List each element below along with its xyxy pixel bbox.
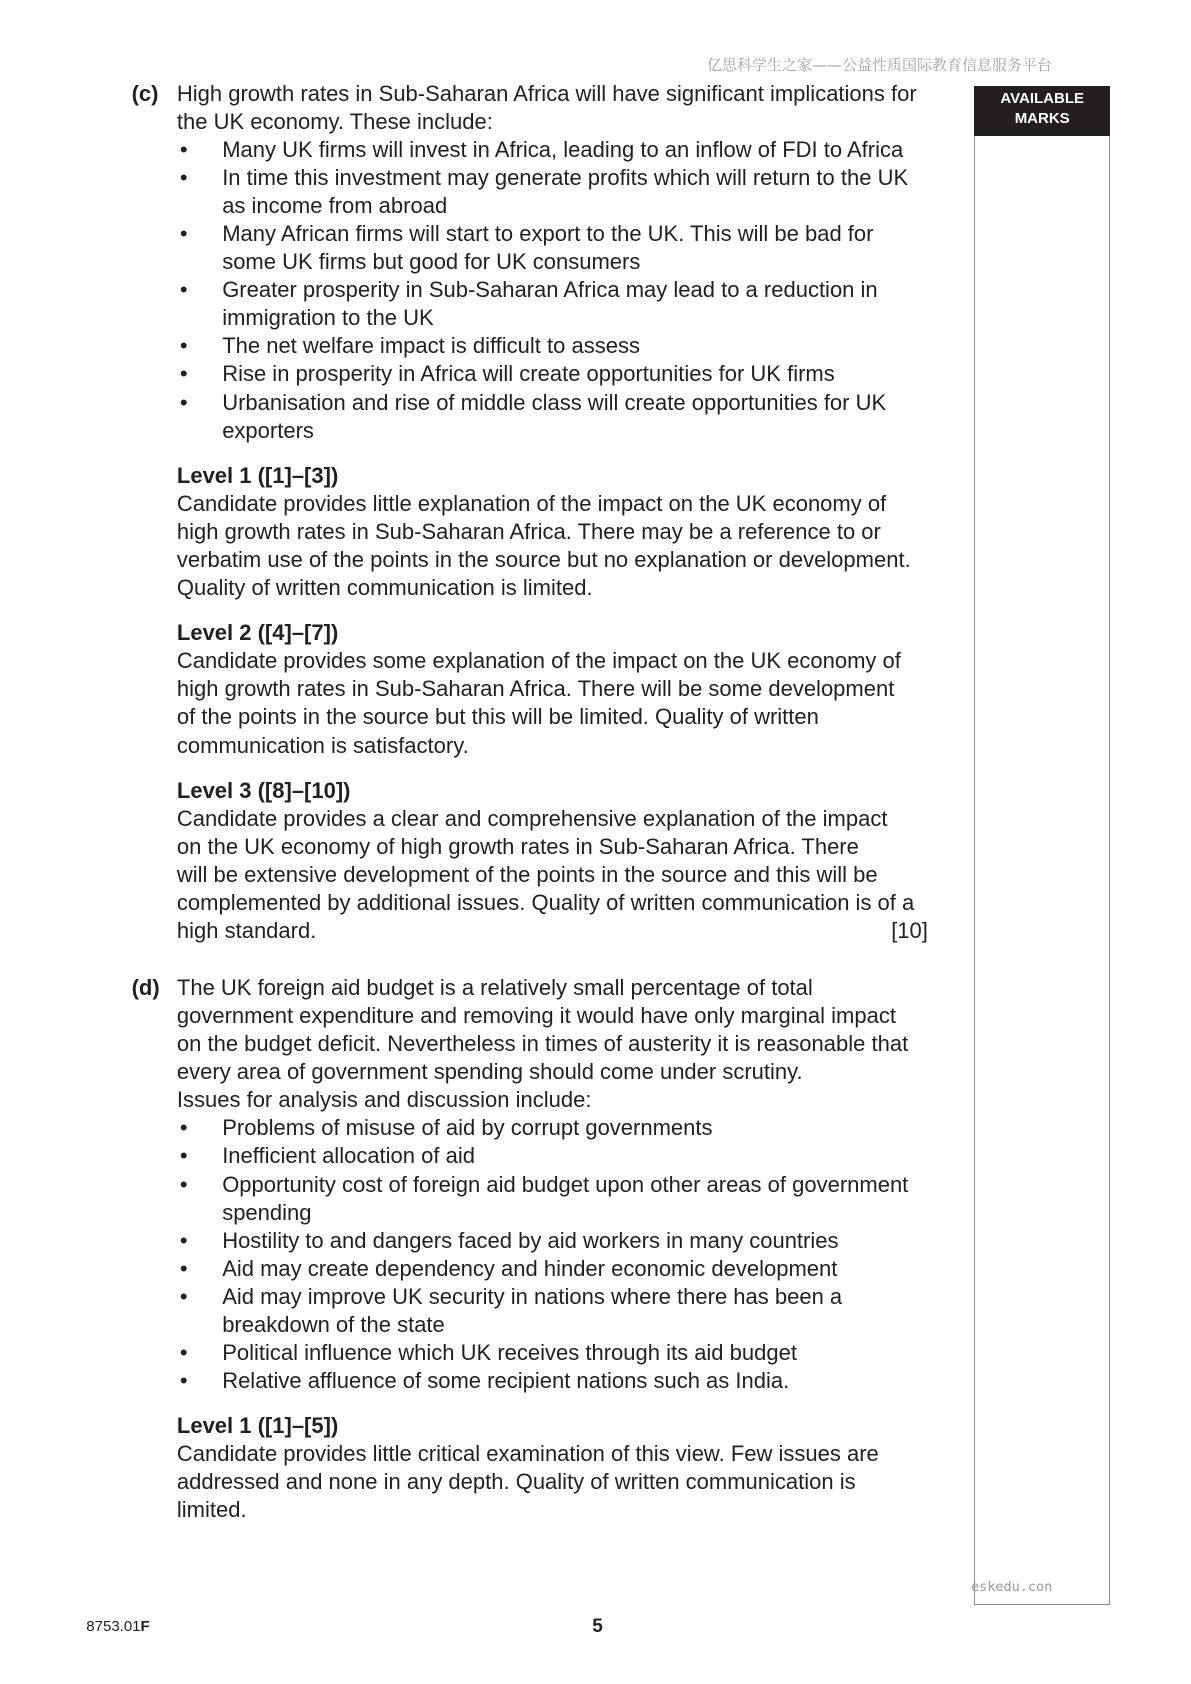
list-item bbox=[177, 220, 928, 276]
list-item-text: Problems of misuse of aid by corrupt governments bbox=[222, 1115, 713, 1141]
available-marks-header bbox=[974, 86, 1110, 136]
bullet-marker: • bbox=[179, 333, 188, 359]
level-heading: Level 2 ([4]–[7]) bbox=[176, 620, 339, 646]
level-descriptor bbox=[177, 1412, 928, 1524]
bullet-marker: • bbox=[179, 1143, 188, 1169]
section-c-body bbox=[177, 80, 928, 945]
section-d-intro-line: on the budget deficit. Nevertheless in times of austerity it is reasonable that bbox=[176, 1031, 909, 1057]
list-item bbox=[177, 1283, 928, 1339]
level-descriptor bbox=[177, 619, 928, 759]
paper-code bbox=[86, 1618, 149, 1636]
list-item bbox=[177, 136, 928, 164]
list-item-text: Urbanisation and rise of middle class will create opportunities for UK bbox=[222, 389, 887, 415]
bullet-marker: • bbox=[179, 277, 188, 303]
list-item bbox=[177, 1255, 928, 1283]
paper-code-number: 8753.01 bbox=[86, 1617, 141, 1635]
list-item bbox=[177, 389, 928, 445]
level-text-line: complemented by additional issues. Quality of written communication is of a bbox=[176, 890, 915, 916]
level-descriptor bbox=[177, 462, 928, 602]
bullet-marker: • bbox=[179, 1255, 188, 1281]
list-item-text: exporters bbox=[222, 417, 314, 443]
bullet-marker: • bbox=[179, 137, 188, 163]
section-d bbox=[132, 974, 932, 1524]
level-descriptor bbox=[177, 777, 928, 945]
bullet-marker: • bbox=[179, 1227, 188, 1253]
list-item-text: Opportunity cost of foreign aid budget upon other areas of government bbox=[222, 1171, 909, 1197]
list-item-text: Many African firms will start to export to the UK. This will be bad for bbox=[222, 221, 874, 247]
bullet-marker: • bbox=[179, 1367, 188, 1393]
available-marks-column bbox=[974, 86, 1110, 1605]
bullet-marker: • bbox=[179, 165, 188, 191]
list-item-text: Relative affluence of some recipient nations such as India. bbox=[222, 1367, 790, 1393]
bullet-marker: • bbox=[179, 1115, 188, 1141]
total-marks: [10] bbox=[891, 918, 928, 944]
bullet-marker: • bbox=[179, 1283, 188, 1309]
list-item-text: immigration to the UK bbox=[222, 305, 434, 331]
bullet-marker: • bbox=[179, 389, 188, 415]
available-marks-header-line-1: AVAILABLE bbox=[1000, 90, 1084, 108]
level-heading: Level 1 ([1]–[5]) bbox=[176, 1413, 339, 1439]
level-text-line: verbatim use of the points in the source but no explanation or development. bbox=[176, 547, 911, 572]
level-text-line: on the UK economy of high growth rates in Sub-Saharan Africa. There bbox=[176, 833, 859, 859]
section-c-intro-line: High growth rates in Sub-Saharan Africa will have significant implications for bbox=[176, 81, 917, 106]
list-item bbox=[177, 332, 928, 360]
bullet-marker: • bbox=[179, 221, 188, 247]
list-item bbox=[177, 164, 928, 220]
level-heading: Level 3 ([8]–[10]) bbox=[176, 777, 351, 803]
paper-code-suffix: F bbox=[140, 1617, 150, 1635]
level-text-line: will be extensive development of the points in the source and this will be bbox=[176, 861, 878, 887]
list-item-text: Greater prosperity in Sub-Saharan Africa may lead to a reduction in bbox=[222, 277, 878, 303]
section-c-label: (c) bbox=[131, 81, 159, 106]
header-watermark: 亿思科学生之家——公益性质国际教育信息服务平台 bbox=[706, 55, 1052, 74]
level-text-line: high standard. bbox=[176, 918, 317, 944]
list-item-text: Inefficient allocation of aid bbox=[222, 1143, 475, 1169]
list-item-text: some UK firms but good for UK consumers bbox=[222, 249, 641, 275]
list-item-text: breakdown of the state bbox=[222, 1311, 445, 1337]
page-number: 5 bbox=[592, 1615, 603, 1637]
level-text-line: Candidate provides a clear and comprehensive explanation of the impact bbox=[176, 805, 888, 831]
footer-watermark: eskedu.con bbox=[971, 1579, 1053, 1595]
list-item-text: as income from abroad bbox=[222, 193, 448, 219]
level-text-line: Candidate provides little explanation of the impact on the UK economy of bbox=[176, 490, 887, 516]
section-d-intro-line: government expenditure and removing it would have only marginal impact bbox=[176, 1003, 896, 1029]
level-text-line: of the points in the source but this will be limited. Quality of written bbox=[176, 704, 819, 730]
list-item-text: Many UK firms will invest in Africa, leading to an inflow of FDI to Africa bbox=[222, 137, 904, 163]
list-item bbox=[177, 1367, 928, 1395]
list-item bbox=[177, 276, 928, 332]
list-item-text: The net welfare impact is difficult to assess bbox=[222, 333, 640, 359]
level-last-line bbox=[177, 917, 928, 945]
list-item-text: Rise in prosperity in Africa will create opportunities for UK firms bbox=[222, 361, 835, 387]
list-item bbox=[177, 1142, 928, 1170]
list-item-text: spending bbox=[222, 1199, 312, 1225]
level-text-line: high growth rates in Sub-Saharan Africa. There may be a reference to or bbox=[176, 518, 881, 544]
level-text-line: limited. bbox=[176, 1497, 247, 1523]
level-text-line: addressed and none in any depth. Quality of written communication is bbox=[176, 1469, 856, 1495]
section-d-body bbox=[177, 974, 928, 1524]
bullet-marker: • bbox=[179, 361, 188, 387]
list-item-text: In time this investment may generate profits which will return to the UK bbox=[222, 165, 909, 191]
list-item bbox=[177, 1114, 928, 1142]
section-d-label: (d) bbox=[131, 975, 160, 1001]
level-heading: Level 1 ([1]–[3]) bbox=[176, 462, 339, 488]
level-text-line: high growth rates in Sub-Saharan Africa. There will be some development bbox=[176, 676, 895, 702]
list-item-text: Hostility to and dangers faced by aid workers in many countries bbox=[222, 1227, 839, 1253]
list-item bbox=[177, 1339, 928, 1367]
available-marks-header-line-2: MARKS bbox=[1014, 109, 1070, 127]
level-text-line: Quality of written communication is limited. bbox=[176, 575, 593, 601]
section-d-intro-line: every area of government spending should come under scrutiny. bbox=[176, 1059, 803, 1085]
bullet-marker: • bbox=[179, 1339, 188, 1365]
section-c bbox=[132, 80, 932, 945]
level-text-line: communication is satisfactory. bbox=[176, 732, 469, 758]
list-item bbox=[177, 360, 928, 388]
list-item-text: Aid may improve UK security in nations where there has been a bbox=[222, 1283, 843, 1309]
list-item-text: Political influence which UK receives through its aid budget bbox=[222, 1339, 797, 1365]
section-d-intro-line: Issues for analysis and discussion include: bbox=[176, 1087, 592, 1113]
bullet-marker: • bbox=[179, 1171, 188, 1197]
level-text-line: Candidate provides some explanation of the impact on the UK economy of bbox=[176, 648, 901, 674]
section-d-intro-line: The UK foreign aid budget is a relatively small percentage of total bbox=[176, 975, 813, 1001]
list-item-text: Aid may create dependency and hinder economic development bbox=[222, 1255, 838, 1281]
level-text-line: Candidate provides little critical examination of this view. Few issues are bbox=[176, 1441, 879, 1467]
list-item bbox=[177, 1171, 928, 1227]
list-item bbox=[177, 1227, 928, 1255]
section-c-intro-line: the UK economy. These include: bbox=[176, 109, 493, 135]
